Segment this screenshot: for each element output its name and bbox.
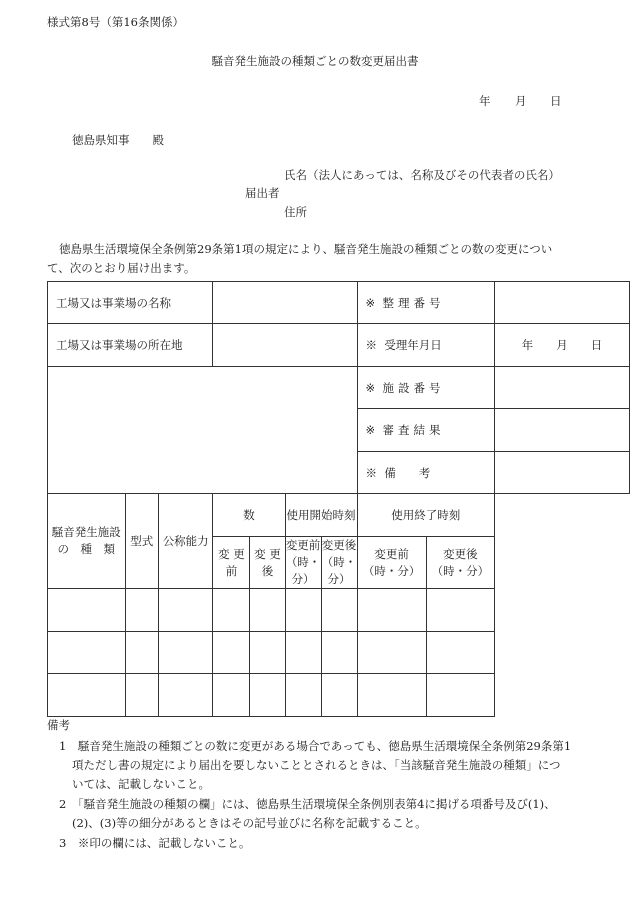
form-number: 様式第8号（第16条関係） <box>47 15 184 29</box>
factory-name-field[interactable] <box>213 282 357 324</box>
date-month: 月 <box>515 94 527 108</box>
table-cell[interactable] <box>250 589 285 632</box>
table-cell[interactable] <box>158 589 213 632</box>
table-cell[interactable] <box>125 632 158 674</box>
remarks-field <box>495 452 630 494</box>
start-before-header: 変更前 （時・分） <box>285 537 321 589</box>
blank-area <box>48 367 358 494</box>
factory-name-label: 工場又は事業場の名称 <box>48 282 213 324</box>
table-cell[interactable] <box>321 632 357 674</box>
table-cell[interactable] <box>426 632 494 674</box>
table-cell[interactable] <box>250 632 285 674</box>
note-1-line2: 項ただし書の規定により届出を要しないこととされるときは、「当該騒音発生施設の種類」につ <box>72 758 561 772</box>
table-cell[interactable] <box>357 632 426 674</box>
note-2-line2: (2)、(3)等の細分があるときはその記号並びに名称を記載すること。 <box>72 816 427 830</box>
capacity-header: 公称能力 <box>158 494 213 589</box>
ref-number-label: ※ 整理番号 <box>357 282 495 324</box>
body-text-line1: 徳島県生活環境保全条例第29条第1項の規定により、騒音発生施設の種類ごとの数の変更につい <box>59 242 553 256</box>
received-date-label: ※ 受理年月日 <box>357 324 495 367</box>
date-year: 年 <box>479 94 491 108</box>
end-after-header: 変更後 （時・分） <box>426 537 494 589</box>
table-cell[interactable] <box>321 589 357 632</box>
table-cell[interactable] <box>158 674 213 717</box>
end-time-header: 使用終了時刻 <box>357 494 495 537</box>
body-text-line2: て、次のとおり届け出ます。 <box>47 261 196 275</box>
notes-heading: 備考 <box>47 718 70 732</box>
document-title: 騒音発生施設の種類ごとの数変更届出書 <box>211 54 419 68</box>
table-cell[interactable] <box>213 632 250 674</box>
facility-number-field <box>495 367 630 409</box>
table-cell[interactable] <box>213 674 250 717</box>
end-before-header: 変更前 （時・分） <box>357 537 426 589</box>
addressee: 徳島県知事 殿 <box>72 133 164 147</box>
applicant-address-label: 住所 <box>284 205 307 219</box>
table-cell[interactable] <box>321 674 357 717</box>
table-cell[interactable] <box>125 589 158 632</box>
note-1-line3: いては、記載しないこと。 <box>72 777 210 791</box>
table-row <box>48 589 630 632</box>
note-3: 3 ※印の欄には、記載しないこと。 <box>59 836 251 850</box>
start-after-header: 変更後 （時・分） <box>321 537 357 589</box>
factory-location-field[interactable] <box>213 324 357 367</box>
review-result-field <box>495 409 630 452</box>
facility-number-label: ※ 施設番号 <box>357 367 495 409</box>
table-cell[interactable] <box>426 589 494 632</box>
table-cell[interactable] <box>125 674 158 717</box>
table-cell[interactable] <box>48 589 126 632</box>
applicant-role-label: 届出者 <box>245 186 280 200</box>
table-cell[interactable] <box>357 674 426 717</box>
table-row <box>48 674 630 717</box>
table-cell[interactable] <box>285 589 321 632</box>
count-before-header: 変 更 前 <box>213 537 250 589</box>
remarks-label: ※ 備 考 <box>357 452 495 494</box>
table-cell[interactable] <box>285 632 321 674</box>
table-cell[interactable] <box>158 632 213 674</box>
table-row <box>48 632 630 674</box>
start-time-header: 使用開始時刻 <box>285 494 357 537</box>
table-cell[interactable] <box>426 674 494 717</box>
received-date-field: 年 月 日 <box>495 324 630 367</box>
review-result-label: ※ 審査結果 <box>357 409 495 452</box>
table-cell[interactable] <box>285 674 321 717</box>
table-cell[interactable] <box>48 674 126 717</box>
ref-number-field <box>495 282 630 324</box>
table-cell[interactable] <box>213 589 250 632</box>
date-day: 日 <box>550 94 562 108</box>
model-header: 型式 <box>125 494 158 589</box>
count-header: 数 <box>213 494 285 537</box>
table-cell[interactable] <box>48 632 126 674</box>
count-after-header: 変 更 後 <box>250 537 285 589</box>
notification-table <box>47 281 630 717</box>
note-2-line1: 2 「騒音発生施設の種類の欄」には、徳島県生活環境保全条例別表第4に掲げる項番号及び(1)、 <box>59 797 556 811</box>
table-cell[interactable] <box>357 589 426 632</box>
factory-location-label: 工場又は事業場の所在地 <box>48 324 213 367</box>
note-1-line1: 1 騒音発生施設の種類ごとの数に変更がある場合であっても、徳島県生活環境保全条例第29条第1 <box>59 739 572 753</box>
facility-type-header: 騒音発生施設 の 種 類 <box>48 494 126 589</box>
table-cell[interactable] <box>250 674 285 717</box>
applicant-name-label: 氏名（法人にあっては、名称及びその代表者の氏名） <box>284 168 560 182</box>
